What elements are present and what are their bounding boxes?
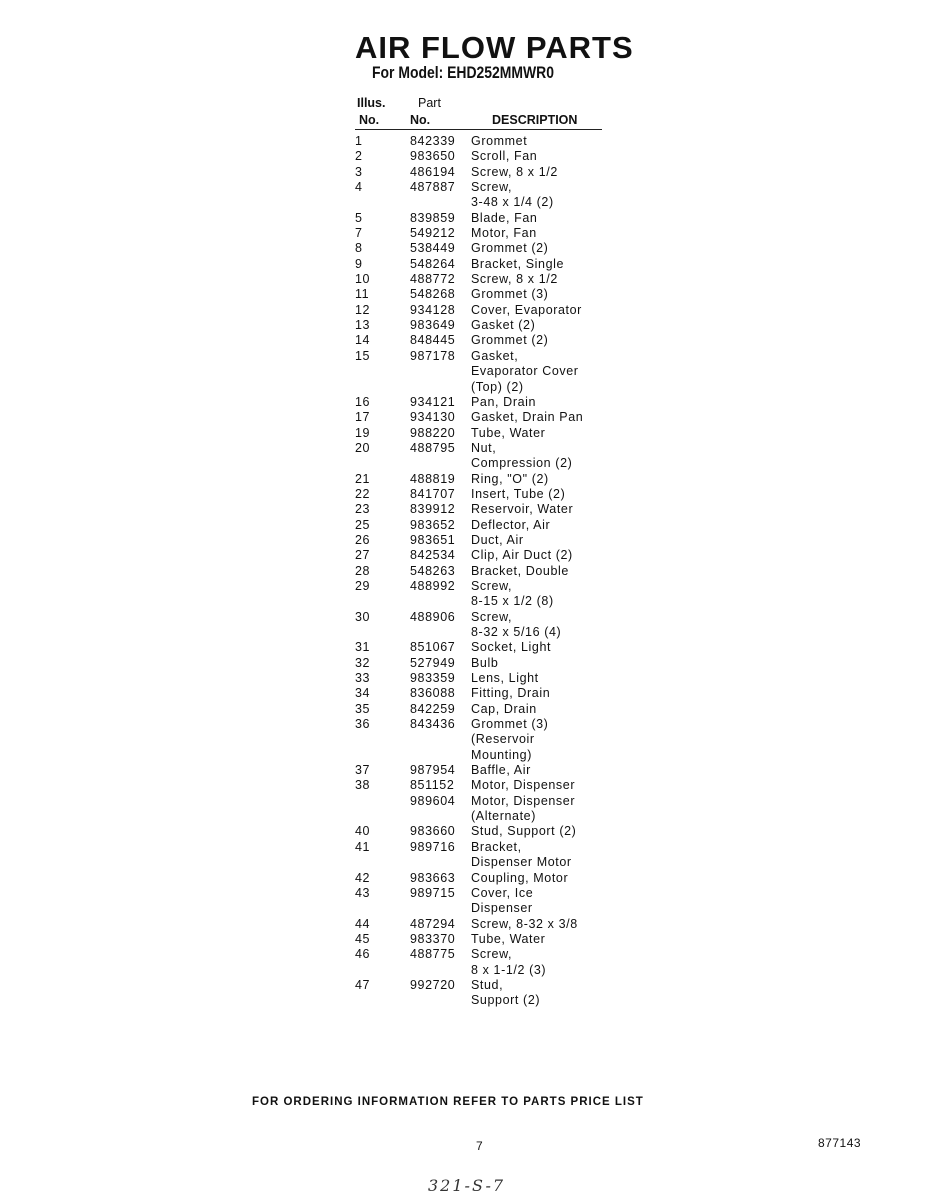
part-number: 839859 — [410, 210, 456, 225]
illus-number: 1 — [355, 134, 363, 148]
description-line: Gasket, — [471, 348, 519, 363]
description-line: Bracket, Double — [471, 563, 569, 578]
illus-number: 36 — [355, 717, 371, 732]
parts-row — [355, 410, 655, 425]
part-description — [471, 134, 655, 149]
illus-number: 45 — [355, 931, 371, 946]
description-line: Cover, Evaporator — [471, 302, 582, 317]
parts-row — [355, 686, 655, 701]
part-description — [471, 533, 655, 548]
part-description — [471, 947, 655, 978]
part-description — [471, 487, 655, 502]
part-number: 549212 — [410, 226, 456, 241]
description-line: Deflector, Air — [471, 517, 551, 532]
part-number: 851152 — [410, 778, 455, 793]
description-line: Support (2) — [471, 993, 541, 1008]
model-subtitle: For Model: EHD252MMWR0 — [372, 63, 555, 82]
part-description — [471, 165, 655, 180]
parts-row — [355, 640, 655, 655]
part-number: 987178 — [410, 348, 456, 363]
illus-number: 2 — [355, 149, 363, 164]
part-number: 842259 — [410, 701, 456, 716]
description-line: Grommet — [471, 134, 528, 148]
parts-row — [355, 472, 655, 487]
illus-number: 8 — [355, 241, 363, 256]
part-description — [471, 257, 655, 272]
part-description — [471, 518, 655, 533]
parts-row — [355, 932, 655, 947]
part-number: 983651 — [410, 532, 456, 547]
description-line: Pan, Drain — [471, 394, 537, 409]
description-line: (Top) (2) — [471, 379, 524, 394]
illus-number: 20 — [355, 440, 371, 455]
part-number: 488906 — [410, 609, 456, 624]
description-line: Evaporator Cover — [471, 364, 579, 379]
parts-row — [355, 303, 655, 318]
parts-row — [355, 824, 655, 839]
part-description — [471, 717, 655, 763]
page-title: AIR FLOW PARTS — [355, 30, 634, 65]
illus-number: 14 — [355, 333, 371, 348]
description-line: Baffle, Air — [471, 763, 531, 778]
part-description — [471, 917, 655, 932]
description-line: Lens, Light — [471, 671, 539, 686]
part-number: 983359 — [410, 671, 456, 686]
description-line: Dispenser Motor — [471, 855, 572, 870]
part-number: 842534 — [410, 548, 456, 563]
description-line: Grommet (3) — [471, 717, 549, 732]
parts-row — [355, 257, 655, 272]
description-line: Clip, Air Duct (2) — [471, 548, 573, 563]
parts-row — [355, 548, 655, 563]
illus-number: 27 — [355, 548, 371, 563]
part-number: 842339 — [410, 134, 456, 148]
parts-row — [355, 671, 655, 686]
part-description — [471, 333, 655, 348]
part-number: 934128 — [410, 302, 456, 317]
illus-number: 4 — [355, 180, 363, 195]
document-number: 877143 — [818, 1136, 862, 1150]
part-number: 983650 — [410, 149, 456, 164]
part-description — [471, 640, 655, 655]
illus-number: 29 — [355, 578, 371, 593]
part-description — [471, 794, 655, 825]
part-description — [471, 871, 655, 886]
part-description — [471, 656, 655, 671]
description-line: Motor, Dispenser — [471, 793, 576, 808]
part-description — [471, 702, 655, 717]
illus-number: 11 — [355, 287, 370, 302]
part-number: 983660 — [410, 824, 456, 839]
illus-number — [355, 794, 410, 825]
parts-row — [355, 287, 655, 302]
part-number: 527949 — [410, 655, 456, 670]
description-line: Grommet (3) — [471, 287, 549, 302]
part-description — [471, 272, 655, 287]
description-line: Motor, Fan — [471, 226, 537, 241]
parts-row — [355, 395, 655, 410]
illus-number: 25 — [355, 517, 371, 532]
parts-row — [355, 165, 655, 180]
part-number: 548263 — [410, 563, 456, 578]
parts-row — [355, 656, 655, 671]
description-line: Screw, 8 x 1/2 — [471, 272, 558, 287]
ordering-note: FOR ORDERING INFORMATION REFER TO PARTS PRICE LIST — [252, 1096, 644, 1108]
description-line: Socket, Light — [471, 640, 552, 655]
illus-number: 32 — [355, 655, 371, 670]
part-number: 989716 — [410, 839, 456, 854]
part-description — [471, 211, 655, 226]
part-description — [471, 226, 655, 241]
part-description — [471, 932, 655, 947]
illus-number: 47 — [355, 977, 371, 992]
part-description — [471, 610, 655, 641]
header-illus: Illus. — [357, 96, 386, 110]
description-line: Reservoir, Water — [471, 502, 574, 517]
part-number: 487294 — [410, 916, 456, 931]
description-line: 8-32 x 5/16 (4) — [471, 625, 562, 639]
part-description — [471, 579, 655, 610]
part-number: 548264 — [410, 256, 456, 271]
illus-number: 22 — [355, 486, 371, 501]
description-line: Nut, — [471, 440, 497, 455]
parts-row — [355, 211, 655, 226]
illus-number: 12 — [355, 302, 371, 317]
description-line: (Reservoir — [471, 732, 535, 747]
part-number: 488992 — [410, 578, 456, 593]
description-line: Coupling, Motor — [471, 870, 569, 885]
description-line: Blade, Fan — [471, 210, 538, 225]
illus-number: 13 — [355, 318, 371, 333]
illus-number: 44 — [355, 916, 371, 931]
part-description — [471, 840, 655, 871]
part-description — [471, 180, 655, 211]
description-line: Screw, — [471, 609, 513, 624]
part-number: 548268 — [410, 287, 456, 302]
part-description — [471, 441, 655, 472]
parts-row — [355, 564, 655, 579]
part-description — [471, 318, 655, 333]
part-description — [471, 303, 655, 318]
parts-row — [355, 502, 655, 517]
part-description — [471, 395, 655, 410]
part-number: 988220 — [410, 425, 456, 440]
illus-number: 23 — [355, 502, 371, 517]
description-line: Grommet (2) — [471, 241, 549, 256]
description-line: Stud, — [471, 977, 504, 992]
parts-list — [355, 134, 655, 1009]
parts-row — [355, 349, 655, 395]
parts-row — [355, 579, 655, 610]
illus-number: 5 — [355, 210, 363, 225]
illus-number: 10 — [355, 272, 371, 287]
description-line: Cover, Ice — [471, 885, 534, 900]
description-line: Screw, — [471, 180, 513, 195]
parts-row — [355, 794, 655, 825]
part-description — [471, 426, 655, 441]
parts-row — [355, 917, 655, 932]
description-line: Gasket, Drain Pan — [471, 410, 584, 425]
part-description — [471, 763, 655, 778]
description-line: Mounting) — [471, 747, 532, 762]
illus-number: 26 — [355, 532, 371, 547]
illus-number: 16 — [355, 394, 371, 409]
illus-number: 37 — [355, 763, 371, 778]
part-number: 934121 — [410, 394, 456, 409]
parts-row — [355, 441, 655, 472]
part-number: 488772 — [410, 272, 456, 287]
parts-row — [355, 180, 655, 211]
part-number: 841707 — [410, 486, 456, 501]
parts-row — [355, 871, 655, 886]
illus-number: 7 — [355, 226, 363, 241]
part-number: 488775 — [410, 947, 456, 962]
description-line: Compression (2) — [471, 456, 573, 471]
description-line: Insert, Tube (2) — [471, 486, 566, 501]
header-description: DESCRIPTION — [492, 113, 578, 127]
description-line: Tube, Water — [471, 425, 546, 440]
description-line: Screw, 8 x 1/2 — [471, 164, 558, 179]
handwritten-note: 321-S-7 — [428, 1176, 506, 1195]
part-number: 989604 — [410, 793, 456, 808]
illus-number: 21 — [355, 471, 371, 486]
description-line: Stud, Support (2) — [471, 824, 577, 839]
part-number: 983663 — [410, 870, 456, 885]
illus-number: 31 — [355, 640, 371, 655]
part-description — [471, 287, 655, 302]
parts-row — [355, 947, 655, 978]
description-line: (Alternate) — [471, 809, 536, 824]
part-number: 487887 — [410, 180, 456, 195]
part-description — [471, 548, 655, 563]
description-line: Grommet (2) — [471, 333, 549, 348]
parts-row — [355, 518, 655, 533]
part-number: 836088 — [410, 686, 456, 701]
part-description — [471, 886, 655, 917]
header-part: Part — [418, 96, 441, 110]
parts-row — [355, 226, 655, 241]
part-number: 983649 — [410, 318, 456, 333]
parts-row — [355, 778, 655, 793]
description-line: Scroll, Fan — [471, 149, 538, 164]
description-line: Duct, Air — [471, 532, 524, 547]
description-line: Bulb — [471, 655, 499, 670]
parts-row — [355, 272, 655, 287]
description-line: Screw, — [471, 947, 513, 962]
description-line: Gasket (2) — [471, 318, 536, 333]
illus-number: 28 — [355, 563, 371, 578]
illus-number: 17 — [355, 410, 371, 425]
description-line: Ring, "O" (2) — [471, 471, 549, 486]
parts-row — [355, 702, 655, 717]
illus-number: 9 — [355, 256, 363, 271]
illus-number: 30 — [355, 609, 371, 624]
part-number: 851067 — [410, 640, 456, 655]
part-description — [471, 671, 655, 686]
part-number: 843436 — [410, 717, 456, 732]
illus-number: 46 — [355, 947, 371, 962]
parts-row — [355, 318, 655, 333]
part-description — [471, 978, 655, 1009]
part-number: 486194 — [410, 164, 456, 179]
parts-row — [355, 134, 655, 149]
description-line: Fitting, Drain — [471, 686, 551, 701]
part-number: 488795 — [410, 440, 456, 455]
illus-number: 15 — [355, 348, 371, 363]
part-description — [471, 824, 655, 839]
part-description — [471, 778, 655, 793]
description-line: Bracket, Single — [471, 256, 565, 271]
illus-number: 40 — [355, 824, 371, 839]
illus-number: 35 — [355, 701, 371, 716]
part-number: 987954 — [410, 763, 456, 778]
parts-row — [355, 717, 655, 763]
part-number: 934130 — [410, 410, 456, 425]
parts-row — [355, 333, 655, 348]
page-number: 7 — [476, 1139, 483, 1153]
header-part-no: No. — [410, 113, 431, 127]
header-rule — [355, 129, 602, 130]
illus-number: 41 — [355, 839, 371, 854]
parts-row — [355, 149, 655, 164]
parts-row — [355, 763, 655, 778]
illus-number: 42 — [355, 870, 371, 885]
illus-number: 43 — [355, 885, 371, 900]
parts-row — [355, 886, 655, 917]
part-number: 848445 — [410, 333, 456, 348]
description-line: Tube, Water — [471, 931, 546, 946]
description-line: Screw, — [471, 578, 513, 593]
part-number: 992720 — [410, 977, 456, 992]
parts-row — [355, 533, 655, 548]
part-number: 538449 — [410, 241, 456, 256]
part-description — [471, 472, 655, 487]
parts-row — [355, 487, 655, 502]
description-line: 3-48 x 1/4 (2) — [471, 195, 554, 210]
description-line: 8-15 x 1/2 (8) — [471, 594, 554, 609]
part-description — [471, 149, 655, 164]
part-number: 839912 — [410, 502, 456, 517]
parts-row — [355, 241, 655, 256]
description-line: Cap, Drain — [471, 701, 537, 716]
header-illus-no: No. — [359, 113, 380, 127]
illus-number: 3 — [355, 164, 363, 179]
description-line: Bracket, — [471, 839, 522, 854]
part-description — [471, 241, 655, 256]
description-line: Dispenser — [471, 901, 533, 916]
description-line: Screw, 8-32 x 3/8 — [471, 916, 578, 931]
part-description — [471, 349, 655, 395]
part-description — [471, 564, 655, 579]
part-description — [471, 502, 655, 517]
part-number: 989715 — [410, 885, 456, 900]
part-number: 983370 — [410, 931, 456, 946]
part-description — [471, 410, 655, 425]
illus-number: 38 — [355, 778, 371, 793]
parts-row — [355, 840, 655, 871]
description-line: 8 x 1-1/2 (3) — [471, 962, 547, 977]
parts-row — [355, 978, 655, 1009]
parts-row — [355, 426, 655, 441]
parts-row — [355, 610, 655, 641]
illus-number: 33 — [355, 671, 371, 686]
illus-number: 34 — [355, 686, 371, 701]
description-line: Motor, Dispenser — [471, 778, 576, 793]
part-description — [471, 686, 655, 701]
part-number: 488819 — [410, 471, 456, 486]
illus-number: 19 — [355, 425, 371, 440]
part-number: 983652 — [410, 517, 456, 532]
